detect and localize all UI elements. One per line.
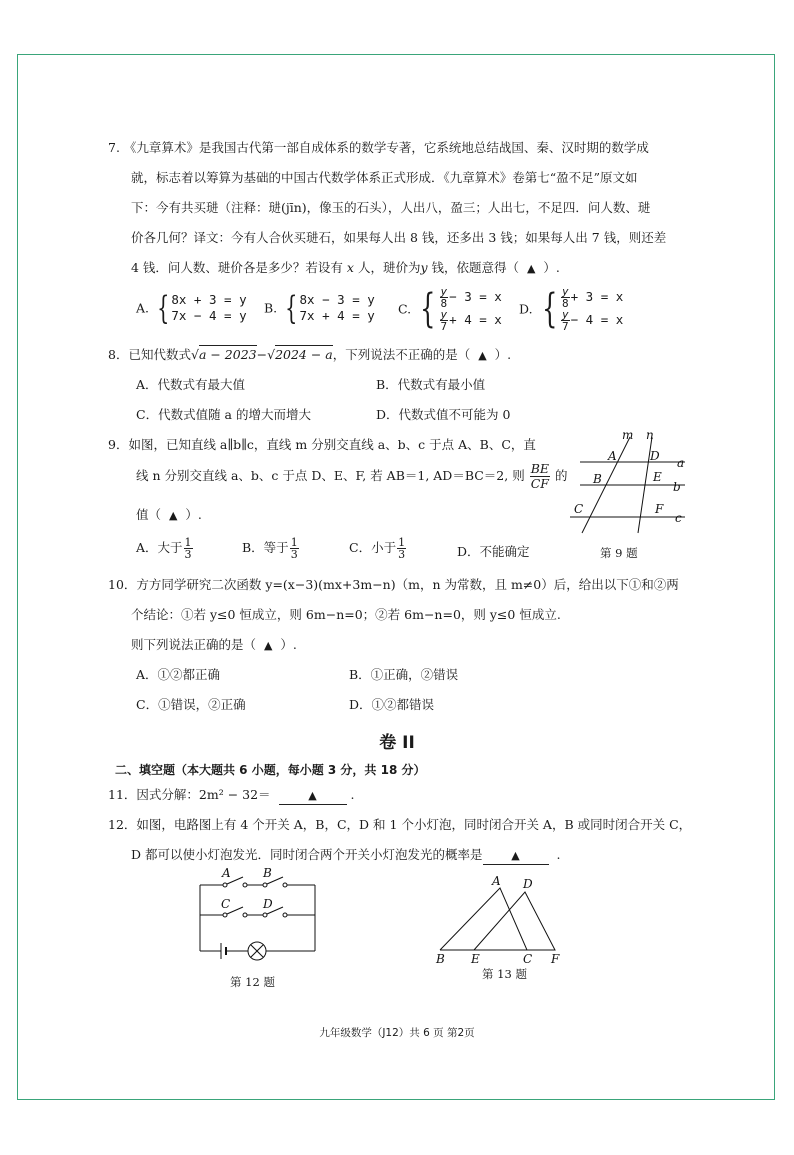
volume-title: 卷 II	[379, 733, 415, 753]
q8-option-b: B．代数式有最小值	[376, 377, 486, 392]
label-E: E	[653, 470, 662, 484]
q12-line2: D 都可以使小灯泡发光．同时闭合两个开关小灯泡发光的概率是 ▲ .	[131, 847, 560, 865]
label-b: b	[673, 480, 681, 494]
page-footer: 九年级数学（J12）共 6 页 第2页	[319, 1027, 475, 1039]
label-A: A	[492, 874, 501, 888]
answer-blank[interactable]: ▲	[279, 787, 347, 805]
label-F: F	[655, 502, 664, 516]
q10-option-b: B．①正确，②错误	[349, 667, 459, 682]
q10-option-d: D．①②都错误	[349, 697, 435, 712]
q7-option-d: D. { $\frac{y}{8}$ + 3 = x $\frac{y}{7}$ − 4 = x	[519, 285, 624, 333]
figure-12-caption: 第 12 题	[230, 975, 275, 989]
q10-line3: 则下列说法正确的是（ ▲ ）.	[131, 637, 297, 652]
figure-9-caption: 第 9 题	[600, 546, 638, 560]
label-n: n	[646, 428, 654, 442]
q11-stem: 11．因式分解：2m² − 32＝ ▲ .	[108, 787, 354, 805]
label-D: D	[650, 449, 660, 463]
label-c: c	[675, 511, 682, 525]
label-D: D	[263, 897, 273, 911]
figure-13-caption: 第 13 题	[482, 967, 527, 981]
q8-stem: 8．已知代数式√a − 2023−√2024 − a，下列说法不正确的是（ ▲ ）.	[108, 347, 512, 362]
label-B: B	[436, 952, 445, 966]
q9-line3: 值（ ▲ ）.	[136, 507, 202, 522]
label-B: B	[593, 472, 602, 486]
q7-line2: 就，标志着以筹算为基础的中国古代数学体系正式形成．《九章算术》卷第七“盈不足”原文如	[131, 170, 638, 185]
q9-option-a: A．大于 $\frac{1}{3}$	[136, 536, 192, 561]
q9-option-c: C．小于 $\frac{1}{3}$	[349, 536, 406, 561]
q7-line3: 下：今有共买琎（注释：琎(jīn)，像玉的石头），人出八，盈三；人出七，不足四．问人数、琎	[131, 200, 651, 215]
figure-9-parallel-lines	[560, 425, 690, 535]
q8-option-c: C．代数式值随 a 的增大而增大	[136, 407, 311, 422]
q7-line4: 价各几何？译文：今有人合伙买琎石，如果每人出 8 钱，还多出 3 钱；如果每人出 7 钱，则还差	[131, 230, 667, 245]
q8-option-d: D．代数式值不可能为 0	[376, 407, 511, 422]
q7-line5: 4 钱．问人数、琎价各是多少？若设有 x 人，琎价为y 钱，依题意得（ ▲ ）.	[131, 260, 560, 275]
q8-option-a: A．代数式有最大值	[136, 377, 246, 392]
q10-line1: 10．方方同学研究二次函数 y=(x−3)(mx+3m−n)（m，n 为常数，且 m≠0）后，给出以下①和②两	[108, 577, 679, 592]
q7-line1: 7. 《九章算术》是我国古代第一部自成体系的数学专著，它系统地总结战国、秦、汉时期的数学成	[108, 140, 649, 155]
label-m: m	[622, 428, 634, 442]
q7-option-a: A. { 8x + 3 = y 7x − 4 = y	[136, 289, 247, 327]
label-F: F	[551, 952, 560, 966]
label-a: a	[677, 456, 685, 470]
q10-line2: 个结论：①若 y≤0 恒成立，则 6m−n=0；②若 6m−n=0，则 y≤0 恒成立.	[131, 607, 561, 622]
answer-blank[interactable]: ▲	[483, 847, 549, 865]
q9-line2: 线 n 分别交直线 a、b、c 于点 D、E、F, 若 AB＝1, AD＝BC＝2, 则 $\frac{BE}{CF}$ 的	[136, 461, 568, 491]
q7-option-c: C. { $\frac{y}{8}$ − 3 = x $\frac{y}{7}$ + 4 = x	[398, 285, 502, 333]
q9-line1: 9．如图，已知直线 a∥b∥c，直线 m 分别交直线 a、b、c 于点 A、B、C，直	[108, 437, 536, 452]
section-2-heading: 二、填空题（本大题共 6 小题，每小题 3 分，共 18 分）	[115, 763, 426, 777]
label-C: C	[574, 502, 584, 516]
q12-line1: 12．如图，电路图上有 4 个开关 A，B，C，D 和 1 个小灯泡，同时闭合开关 A，B 或同时闭合开关 C，	[108, 817, 692, 832]
answer-triangle: ▲	[527, 262, 536, 275]
q9-option-d: D．不能确定	[457, 544, 530, 559]
q10-option-a: A．①②都正确	[136, 667, 221, 682]
label-A: A	[608, 449, 617, 463]
figure-12-circuit	[185, 865, 325, 970]
q10-option-c: C．①错误，②正确	[136, 697, 246, 712]
label-B: B	[263, 866, 272, 880]
label-D: D	[523, 877, 533, 891]
label-E: E	[471, 952, 480, 966]
label-C: C	[523, 952, 533, 966]
label-A: A	[222, 866, 231, 880]
q7-option-b: B. { 8x − 3 = y 7x + 4 = y	[264, 289, 375, 327]
q9-option-b: B．等于 $\frac{1}{3}$	[242, 536, 298, 561]
figure-13-triangles	[430, 870, 570, 970]
triangle-abc	[440, 888, 527, 950]
label-C: C	[221, 897, 231, 911]
